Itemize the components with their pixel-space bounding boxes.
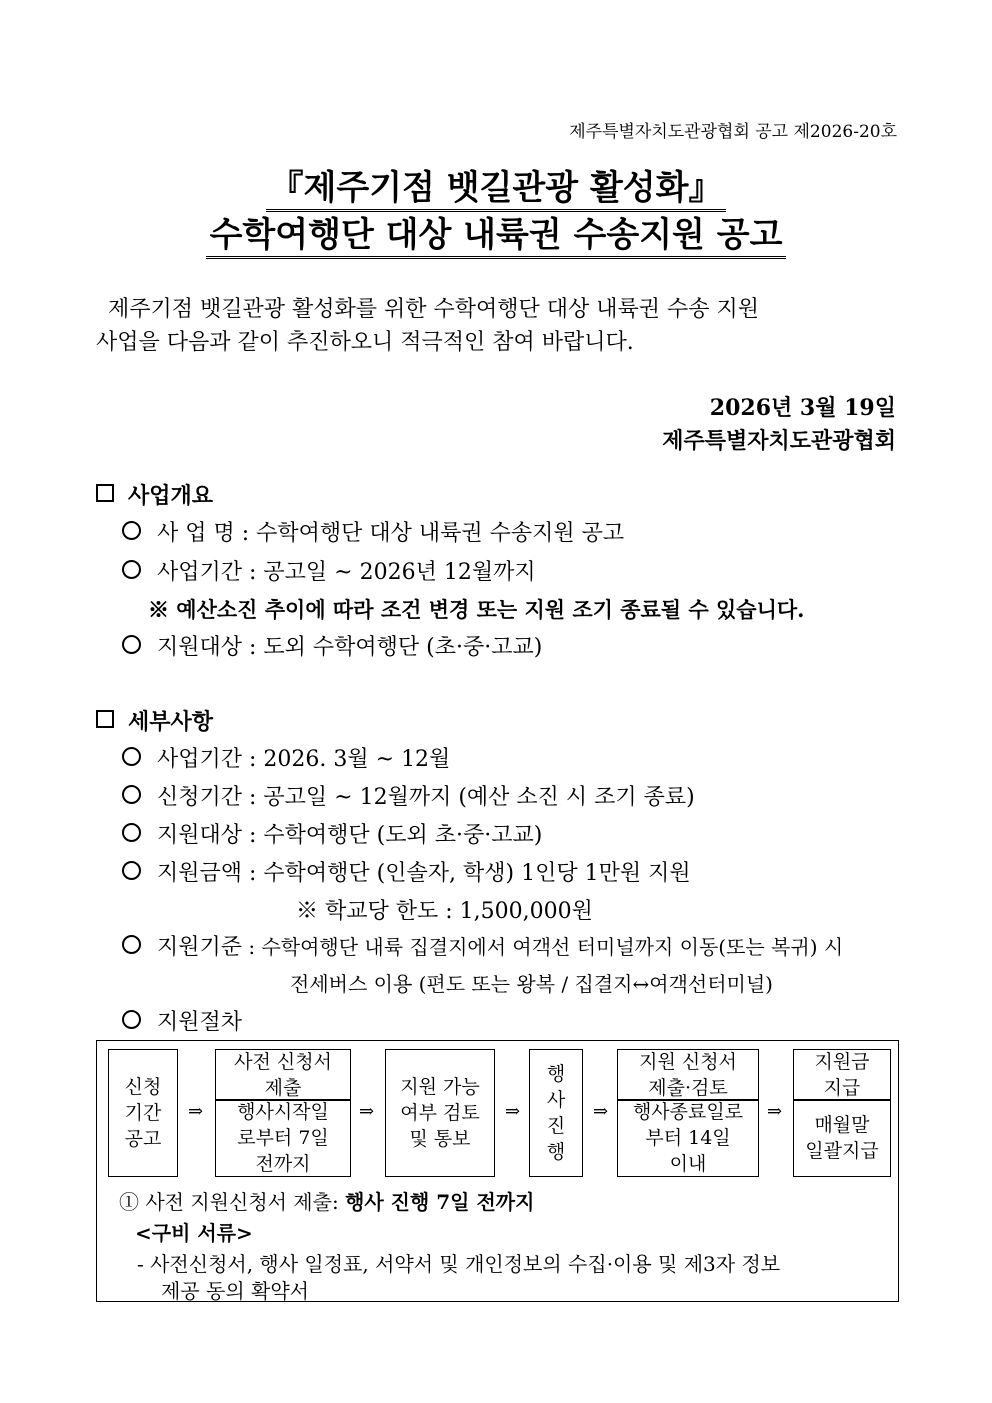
arrow-icon: ⇒ [767,1101,783,1122]
overview-item-name: 사 업 명 : 수학여행단 대상 내륙권 수송지원 공고 [122,516,624,547]
issuer-name: 제주특별자치도관광협회 [662,428,896,454]
arrow-icon: ⇒ [188,1101,204,1122]
notice-number: 제주특별자치도관광협회 공고 제2026-20호 [569,122,897,142]
square-bullet-icon [96,484,114,502]
step-pre-application-deadline: 행사시작일 로부터 7일 전까지 [215,1099,351,1177]
overview-item-target: 지원대상 : 도외 수학여행단 (초·중·고교) [122,630,542,661]
square-bullet-icon [96,710,114,728]
details-item-application: 신청기간 : 공고일 ~ 12월까지 (예산 소진 시 조기 종료) [122,780,695,811]
overview-budget-note: ※ 예산소진 추이에 따라 조건 변경 또는 지원 조기 종료될 수 있습니다. [148,597,805,622]
docs-heading: <구비 서류> [135,1221,253,1245]
intro-paragraph [96,293,896,359]
step-application-deadline: 행사종료일로 부터 14일 이내 [617,1099,759,1177]
section-overview-heading: 사업개요 [96,479,213,510]
title-line-1: 『제주기점 뱃길관광 활성화』 [0,160,992,209]
step-pre-application: 사전 신청서 제출 [215,1049,351,1101]
circle-bullet-icon [122,935,141,954]
section-details-heading: 세부사항 [96,705,213,736]
intro-line-1: 제주기점 뱃길관광 활성화를 위한 수학여행단 대상 내륙권 수송 지원 [108,297,760,322]
arrow-icon: ⇒ [359,1101,375,1122]
details-criteria-continued: 전세버스 이용 (편도 또는 왕복 / 집결지↔여객선터미널) [290,972,773,996]
circle-bullet-icon [122,823,141,842]
step-review: 지원 가능 여부 검토 및 통보 [385,1049,495,1177]
docs-line-2: 제공 동의 확약서 [161,1279,309,1303]
intro-line-2: 사업을 다음과 같이 추진하오니 적극적인 참여 바랍니다. [96,330,634,355]
circle-bullet-icon [122,861,141,880]
arrow-icon: ⇒ [505,1101,521,1122]
step-event: 행 사 진 행 [529,1049,583,1177]
docs-line-1: - 사전신청서, 행사 일정표, 서약서 및 개인정보의 수집·이용 및 제3자 정보 [137,1252,781,1276]
details-item-amount: 지원금액 : 수학여행단 (인솔자, 학생) 1인당 1만원 지원 [122,856,691,887]
issue-date: 2026년 3월 19일 [709,395,896,421]
details-item-procedure: 지원절차 [122,1005,242,1036]
details-item-criteria: 지원기준 : 수학여행단 내륙 집결지에서 여객선 터미널까지 이동(또는 복귀) 시 [122,930,843,961]
circle-bullet-icon [122,785,141,804]
circle-bullet-icon [122,521,141,540]
step-application-review: 지원 신청서 제출·검토 [617,1049,759,1101]
step-notice: 신청 기간 공고 [108,1049,178,1177]
details-limit-note: ※ 학교당 한도 : 1,500,000원 [296,899,593,924]
issue-block [662,392,896,458]
circle-bullet-icon [122,747,141,766]
procedure-box [96,1040,899,1302]
overview-item-period: 사업기간 : 공고일 ~ 2026년 12월까지 [122,555,536,586]
circle-bullet-icon [122,1010,141,1029]
title-line-2: 수학여행단 대상 내륙권 수송지원 공고 [0,207,992,256]
details-item-period: 사업기간 : 2026. 3월 ~ 12월 [122,742,450,773]
arrow-icon: ⇒ [593,1101,609,1122]
details-item-target: 지원대상 : 수학여행단 (도외 초·중·고교) [122,818,542,849]
step-payment: 지원금 지급 [793,1049,891,1101]
circle-bullet-icon [122,635,141,654]
circle-bullet-icon [122,560,141,579]
step-payment-schedule: 매월말 일괄지급 [793,1099,891,1177]
process-note-1: ① 사전 지원신청서 제출: 행사 진행 7일 전까지 [119,1190,535,1214]
